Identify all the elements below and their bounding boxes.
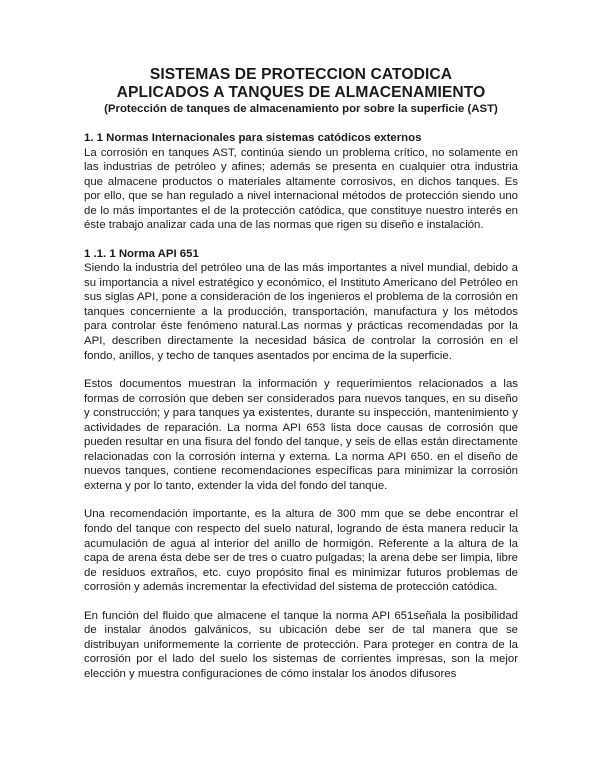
document-title-line-1: SISTEMAS DE PROTECCION CATODICA [149, 66, 453, 83]
spacer [84, 233, 518, 247]
section-2-paragraph-3: Una recomendación importante, es la altura de 300 mm que se debe encontrar el fondo del tanque con respecto del suelo natural, logrando de ésta manera reducir la acumulación de agua al interior del anillo de hormigón. Referente a la altura de la capa de arena ésta debe ser de tres o cuatro pulgadas; la arena debe ser limpia, libre de residuos extraños, etc. cuyo propósito final es minimizar futuros problemas de corrosión y además incrementar la efectividad del sistema de protección catódica. [84, 508, 518, 594]
section-1-paragraph: La corrosión en tanques AST, continúa siendo un problema crítico, no solamente en las industrias de petróleo y afines; además se presenta en cualquier otra industria que almacene productos o materiales altamente corrosivos, en dichos tanques. Es por ello, que se han regulado a nivel internacional métodos de protección siendo uno de lo más importantes el de la protección catódica, que constituye nuestro interés en éste trabajo analizar cada una de las normas que rigen su diseño e instalación. [84, 146, 518, 232]
section-2-paragraph-2: Estos documentos muestran la información y requerimientos relacionados a las formas de corrosión que deben ser considerados para nuevos tanques, en su diseño y construcción; y para tanques ya existentes, durante su inspección, mantenimiento y actividades de reparación. La norma API 653 lista doce causas de corrosión que pueden resultar en una fisura del fondo del tanque, y seis de ellas están directamente relacionadas con la corrosión interna y externa. La norma API 650. en el diseño de nuevos tanques, contiene recomendaciones específicas para minimizar la corrosión externa y por lo tanto, extender la vida del fondo del tanque. [84, 378, 518, 492]
document-page [84, 66, 518, 682]
section-2-paragraph-1: Siendo la industria del petróleo una de las más importantes a nivel mundial, debido a su importancia a nivel estratégico y económico, el Instituto Americano del Petróleo en sus siglas API, pone a consideración de los ingenieros el problema de la corrosión en tanques concerniente a la producción, transportación, manufactura y los métodos para controlar éste fenómeno natural.Las normas y prácticas recomendadas por la API, describen directamente la necesidad básica de controlar la corrosión en el fondo, anillos, y techo de tanques asentados por encima de la superficie. [84, 262, 518, 362]
section-heading-norma-api-651: 1 .1. 1 Norma API 651 [84, 247, 199, 260]
section-heading-normas-internacionales: 1. 1 Normas Internacionales para sistemas catódicos externos [84, 132, 422, 144]
document-title-line-2: APLICADOS A TANQUES DE ALMACENAMIENTO [116, 84, 486, 101]
spacer [84, 363, 518, 377]
document-subtitle: (Protección de tanques de almacenamiento por sobre la superficie (AST) [104, 103, 498, 115]
spacer [84, 595, 518, 609]
section-2-paragraph-4: En función del fluido que almacene el tanque la norma API 651señala la posibilidad de instalar ánodos galvánicos, su ubicación debe ser de tal manera que se distribuyan uniformemente la corriente de protección. Para proteger en contra de la corrosión por el lado del suelo los sistemas de corrientes impresas, son la mejor elección y muestra configuraciones de cómo instalar los ánodos difusores [84, 609, 518, 680]
spacer [84, 493, 518, 507]
